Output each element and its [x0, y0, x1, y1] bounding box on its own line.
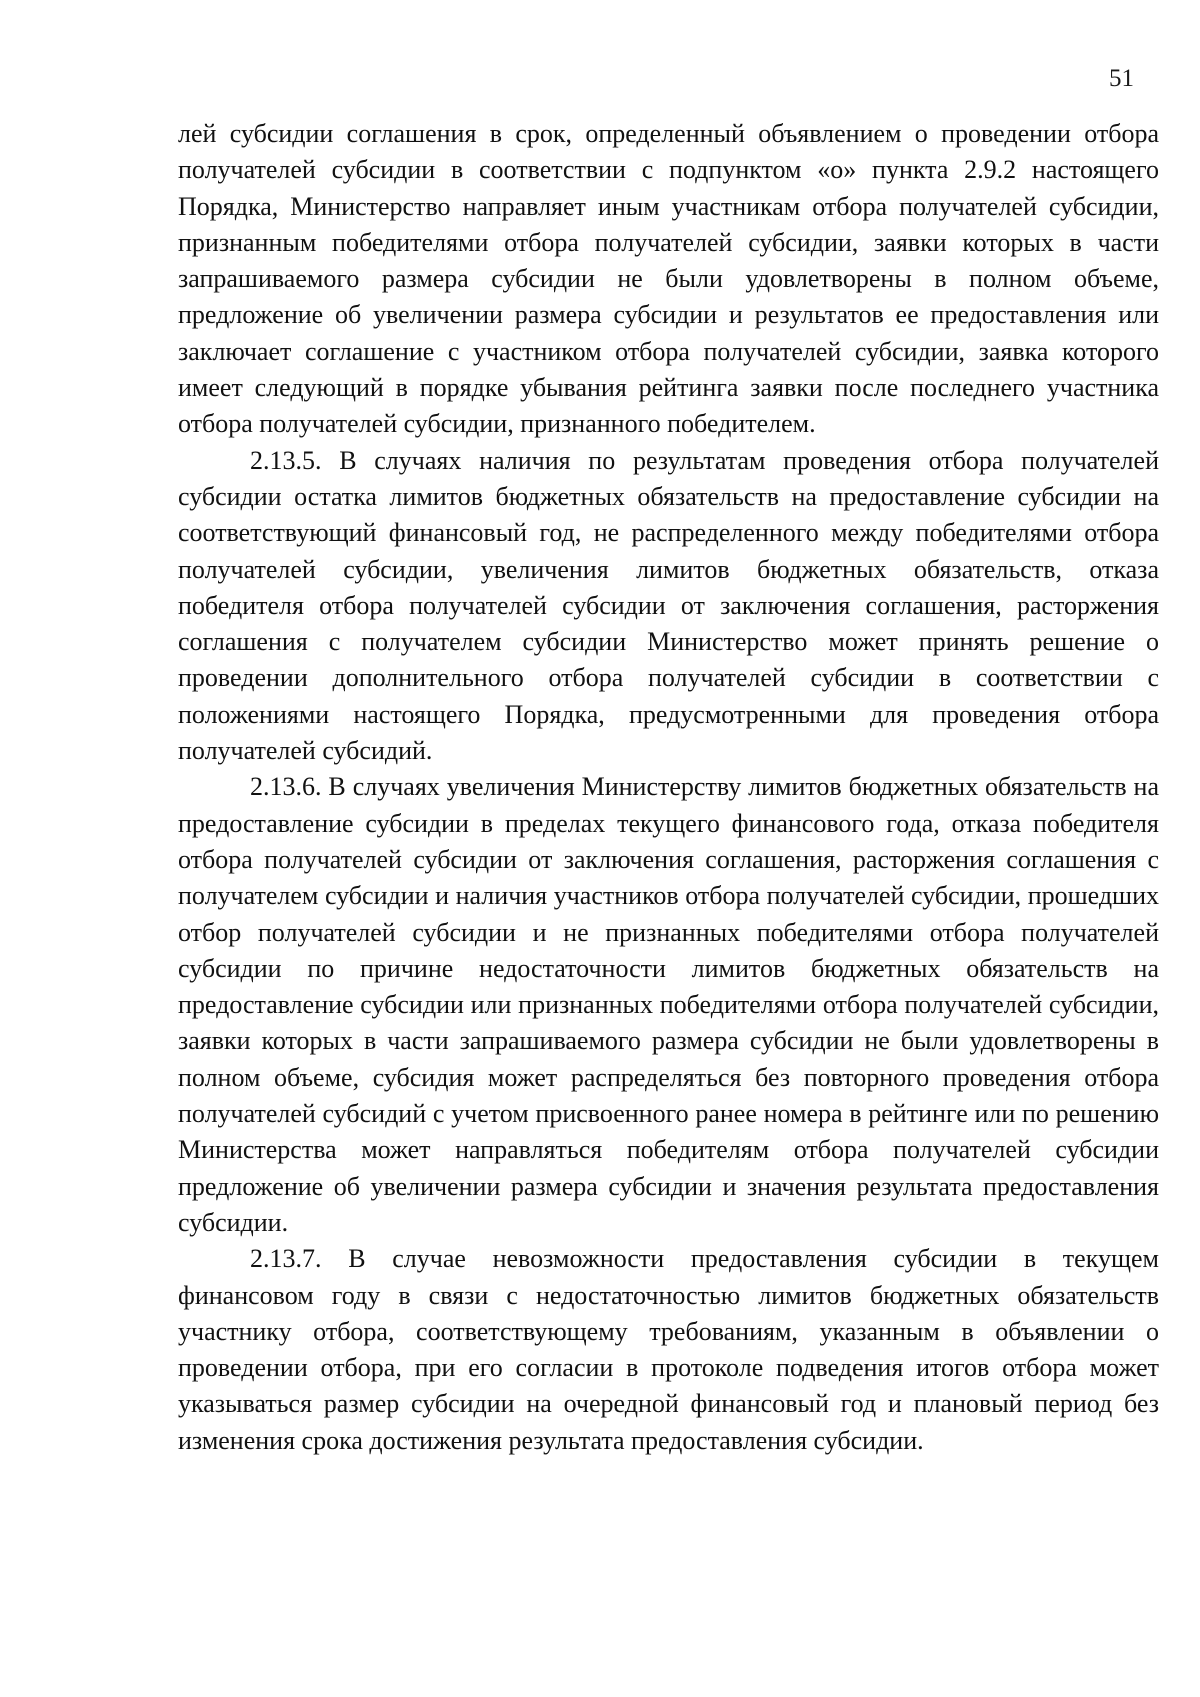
page-number: 51: [1109, 65, 1134, 92]
paragraph-2-13-6: 2.13.6. В случаях увеличения Министерству лимитов бюджетных обязательств на предоставление субсидии в пределах текущего финансового года, отказа победителя отбора получателей субсидии от заключения соглашения, расторжения соглашения с получателем субсидии и наличия участников отбора получателей субсидии, прошедших отбор получателей субсидии и не признанных победителями отбора получателей субсидии по причине недостаточности лимитов бюджетных обязательств на предоставление субсидии или признанных победителями отбора получателей субсидии, заявки которых в части запрашиваемого размера субсидии не были удовлетворены в полном объеме, субсидия может распределяться без повторного проведения отбора получателей субсидий с учетом присвоенного ранее номера в рейтинге или по решению Министерства может направляться победителям отбора получателей субсидии предложение об увеличении размера субсидии и значения результата предоставления субсидии.: [178, 772, 1159, 1237]
paragraph-2-13-5: 2.13.5. В случаях наличия по результатам проведения отбора получателей субсидии остатка лимитов бюджетных обязательств на предоставление субсидии на соответствующий финансовый год, не распределенного между победителями отбора получателей субсидии, увеличения лимитов бюджетных обязательств, отказа победителя отбора получателей субсидии от заключения соглашения, расторжения соглашения с получателем субсидии Министерство может принять решение о проведении дополнительного отбора получателей субсидии в соответствии с положениями настоящего Порядка, предусмотренными для проведения отбора получателей субсидий.: [178, 445, 1159, 766]
document-body: [178, 116, 1159, 1459]
paragraph-continuation: лей субсидии соглашения в срок, определенный объявлением о проведении отбора получателей субсидии в соответствии с подпунктом «о» пункта 2.9.2 настоящего Порядка, Министерство направляет иным участникам отбора получателей субсидии, признанным победителями отбора получателей субсидии, заявки которых в части запрашиваемого размера субсидии не были удовлетворены в полном объеме, предложение об увеличении размера субсидии и результатов ее предоставления или заключает соглашение с участником отбора получателей субсидии, заявка которого имеет следующий в порядке убывания рейтинга заявки после последнего участника отбора получателей субсидии, признанного победителем.: [178, 119, 1159, 439]
paragraph-2-13-7: 2.13.7. В случае невозможности предоставления субсидии в текущем финансовом году в связи с недостаточностью лимитов бюджетных обязательств участнику отбора, соответствующему требованиям, указанным в объявлении о проведении отбора, при его согласии в протоколе подведения итогов отбора может указываться размер субсидии на очередной финансовый год и плановый период без изменения срока достижения результата предоставления субсидии.: [178, 1244, 1159, 1455]
